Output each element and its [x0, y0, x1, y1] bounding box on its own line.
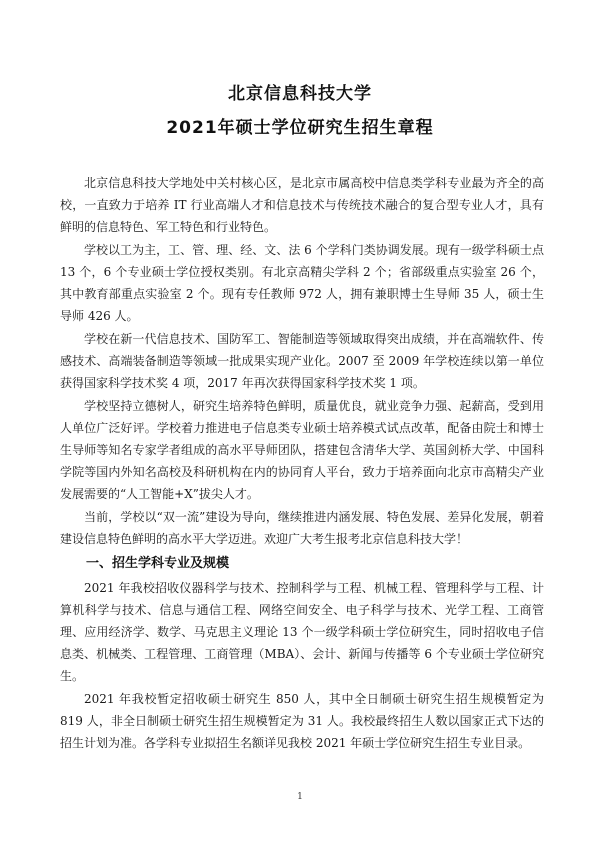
document-title-admissions: 2021年硕士学位研究生招生章程	[166, 118, 434, 138]
section-heading-enrollment: 一、招生学科专业及规模	[86, 556, 230, 571]
intro-paragraph-welcome: 当前，学校以“双一流”建设为导向，继续推进内涵发展、特色发展、差异化发展，朝着建设信息特色鲜明的高水平大学迈进。欢迎广大考生报考北京信息科技大学！	[60, 510, 544, 546]
intro-paragraph-location: 北京信息科技大学地处中关村核心区，是北京市属高校中信息类学科专业最为齐全的高校，一直致力于培养 IT 行业高端人才和信息技术与传统技术融合的复合型专业人才，具有鲜明的信息特色、军工特色和行业特色。	[60, 176, 544, 234]
intro-paragraph-training: 学校坚持立德树人，研究生培养特色鲜明，质量优良，就业竞争力强、起薪高，受到用人单位广泛好评。学校着力推进电子信息类专业硕士培养模式试点改革，配备由院士和博士生导师等知名专家学者组成的高水平导师团队，搭建包含清华大学、英国剑桥大学、中国科学院等国内外知名高校及科研机构在内的协同育人平台，致力于培养面向北京市高精尖产业发展需要的“人工智能+X”拔尖人才。	[60, 399, 544, 501]
intro-paragraph-disciplines: 学校以工为主，工、管、理、经、文、法 6 个学科门类协调发展。现有一级学科硕士点 13 个，6 个专业硕士学位授权类别。有北京高精尖学科 2 个；省部级重点实验室 26 个，其中教育部重点实验室 2 个。现有专任教师 972 人，拥有兼职博士生导师 35 人，硕士生导师 426 人。	[60, 243, 544, 323]
document-title-university: 北京信息科技大学	[228, 84, 372, 104]
section-paragraph-disciplines: 2021 年我校招收仪器科学与技术、控制科学与工程、机械工程、管理科学与工程、计算机科学与技术、信息与通信工程、网络空间安全、电子科学与技术、光学工程、工商管理、应用经济学、数学、马克思主义理论 13 个一级学科硕士学位研究生，同时招收电子信息类、机械类、工程管理、工商管理（MBA）、会计、新闻与传播等 6 个专业硕士学位研究生。	[60, 581, 544, 683]
section-paragraph-quota: 2021 年我校暂定招收硕士研究生 850 人，其中全日制硕士研究生招生规模暂定为 819 人，非全日制硕士研究生招生规模暂定为 31 人。我校最终招生人数以国家正式下达的招生计划为准。各学科专业拟招生名额详见我校 2021 年硕士学位研究生招生专业目录。	[60, 692, 544, 750]
document-body	[60, 172, 544, 755]
page-number: 1	[297, 792, 303, 802]
intro-paragraph-achievements: 学校在新一代信息技术、国防军工、智能制造等领域取得突出成绩，并在高端软件、传感技术、高端装备制造等领域一批成果实现产业化。2007 至 2009 年学校连续以第一单位获得国家科学技术奖 4 项，2017 年再次获得国家科学技术奖 1 项。	[60, 332, 544, 390]
